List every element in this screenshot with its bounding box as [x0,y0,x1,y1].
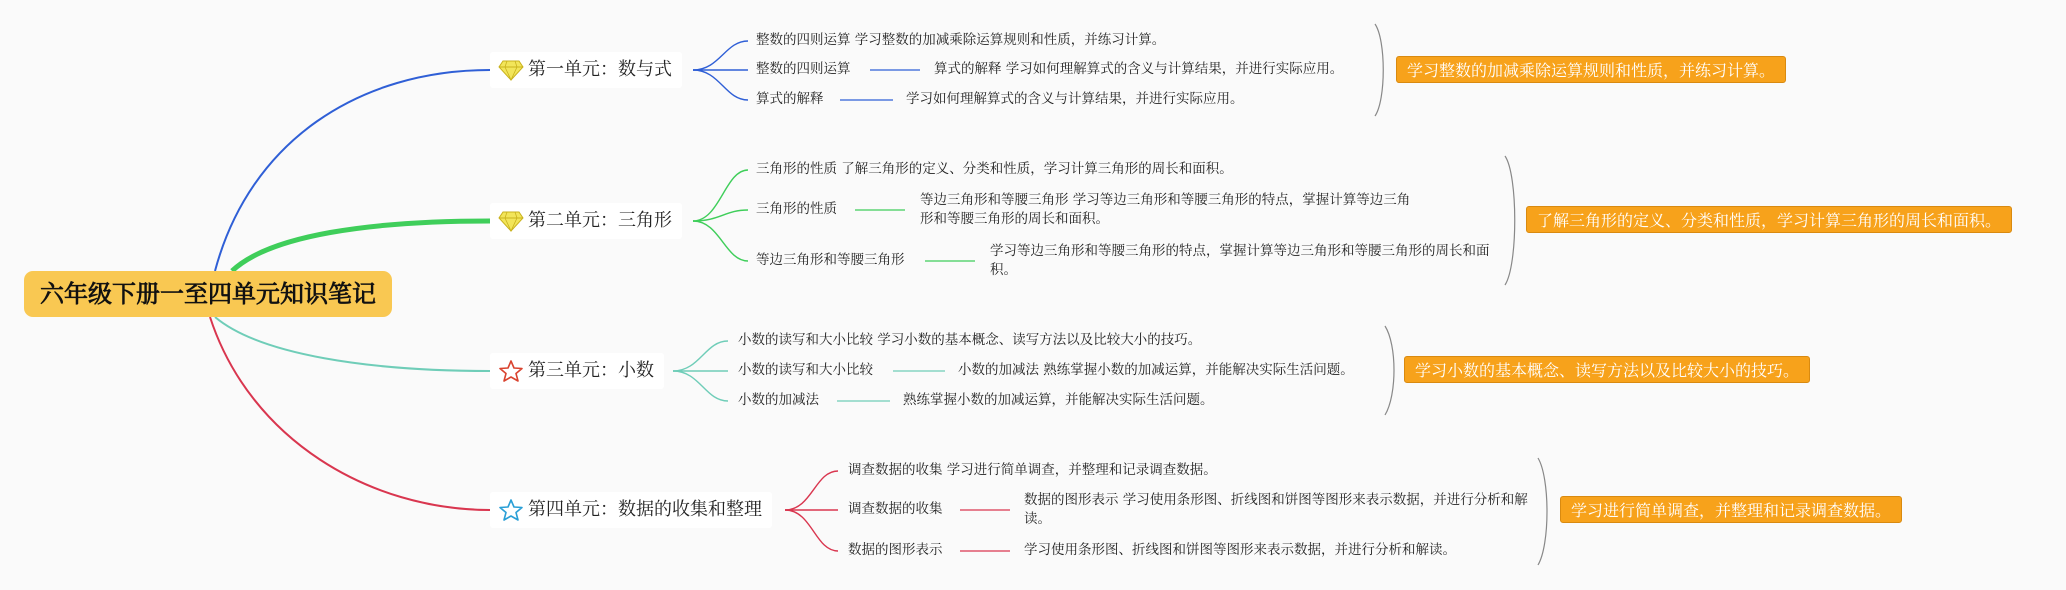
unit-1-leaf-3[interactable]: 算式的解释 [756,91,824,107]
unit-4-leaf-2[interactable]: 调查数据的收集 [848,501,943,517]
unit-3-leaf-1[interactable]: 小数的读写和大小比较 学习小数的基本概念、读写方法以及比较大小的技巧。 [738,332,1202,348]
unit-1-title: 第一单元：数与式 [528,59,672,80]
connector-unit2-leaf3 [693,221,748,261]
summary-bracket-unit1 [1375,24,1383,116]
unit-2-leaf-1[interactable]: 三角形的性质 了解三角形的定义、分类和性质，学习计算三角形的周长和面积。 [756,161,1233,177]
unit-1-leaf-3-detail[interactable]: 学习如何理解算式的含义与计算结果，并进行实际应用。 [906,91,1244,107]
connector-unit4-leaf3 [785,510,838,551]
unit-4-summary[interactable]: 学习进行简单调查，并整理和记录调查数据。 [1560,496,1902,523]
unit-1-leaf-1[interactable]: 整数的四则运算 学习整数的加减乘除运算规则和性质，并练习计算。 [756,32,1166,48]
connector-unit1-leaf1 [693,41,748,70]
unit-4-leaf-2-detail[interactable]: 数据的图形表示 学习使用条形图、折线图和饼图等图形来表示数据，并进行分析和解读。 [1024,492,1528,527]
unit-3-leaf-3[interactable]: 小数的加减法 [738,392,819,408]
connector-unit4-leaf1 [785,471,838,510]
unit-3-summary[interactable]: 学习小数的基本概念、读写方法以及比较大小的技巧。 [1404,356,1810,383]
unit-1-leaf-2[interactable]: 整数的四则运算 [756,61,851,77]
unit-2-leaf-2[interactable]: 三角形的性质 [756,201,837,217]
connector-unit1-leaf3 [693,70,748,100]
unit-2-leaf-2-detail[interactable]: 等边三角形和等腰三角形 学习等边三角形和等腰三角形的特点，掌握计算等边三角形和等腰三角形的周长和面积。 [920,192,1411,227]
unit-3-topic[interactable] [490,353,664,389]
connector-root-unit1 [215,70,490,271]
unit-2-topic[interactable] [490,203,682,239]
unit-4-leaf-3[interactable]: 数据的图形表示 [848,542,943,558]
gem-icon [498,59,524,81]
unit-4-topic[interactable] [490,492,772,528]
summary-bracket-unit2 [1505,156,1515,285]
root-topic[interactable]: 六年级下册一至四单元知识笔记 [24,271,392,317]
unit-2-summary[interactable]: 了解三角形的定义、分类和性质，学习计算三角形的周长和面积。 [1526,206,2012,233]
unit-2-leaf-3-detail[interactable]: 学习等边三角形和等腰三角形的特点，掌握计算等边三角形和等腰三角形的周长和面积。 [990,243,1490,278]
unit-4-title: 第四单元：数据的收集和整理 [528,499,762,520]
star-icon [498,499,524,521]
unit-4-leaf-1[interactable]: 调查数据的收集 学习进行简单调查，并整理和记录调查数据。 [848,462,1217,478]
gem-icon [498,210,524,232]
connector-root-unit3 [215,317,490,371]
summary-bracket-unit3 [1385,326,1394,415]
unit-3-title: 第三单元：小数 [528,360,654,381]
connector-root-unit4 [210,317,490,510]
unit-2-leaf-3[interactable]: 等边三角形和等腰三角形 [756,252,905,268]
unit-1-summary[interactable]: 学习整数的加减乘除运算规则和性质，并练习计算。 [1396,56,1786,83]
connector-root-unit2 [232,221,490,271]
unit-1-leaf-2-detail[interactable]: 算式的解释 学习如何理解算式的含义与计算结果，并进行实际应用。 [934,61,1344,77]
connector-unit3-leaf1 [673,341,728,371]
connector-unit2-leaf1 [693,170,748,221]
unit-2-title: 第二单元：三角形 [528,210,672,231]
unit-4-leaf-3-detail[interactable]: 学习使用条形图、折线图和饼图等图形来表示数据，并进行分析和解读。 [1024,542,1456,558]
unit-3-leaf-3-detail[interactable]: 熟练掌握小数的加减运算，并能解决实际生活问题。 [903,392,1214,408]
unit-3-leaf-2[interactable]: 小数的读写和大小比较 [738,362,873,378]
connector-unit3-leaf3 [673,371,728,401]
summary-bracket-unit4 [1538,458,1547,565]
star-icon [498,360,524,382]
unit-1-topic[interactable] [490,52,682,88]
unit-3-leaf-2-detail[interactable]: 小数的加减法 熟练掌握小数的加减运算，并能解决实际生活问题。 [958,362,1354,378]
